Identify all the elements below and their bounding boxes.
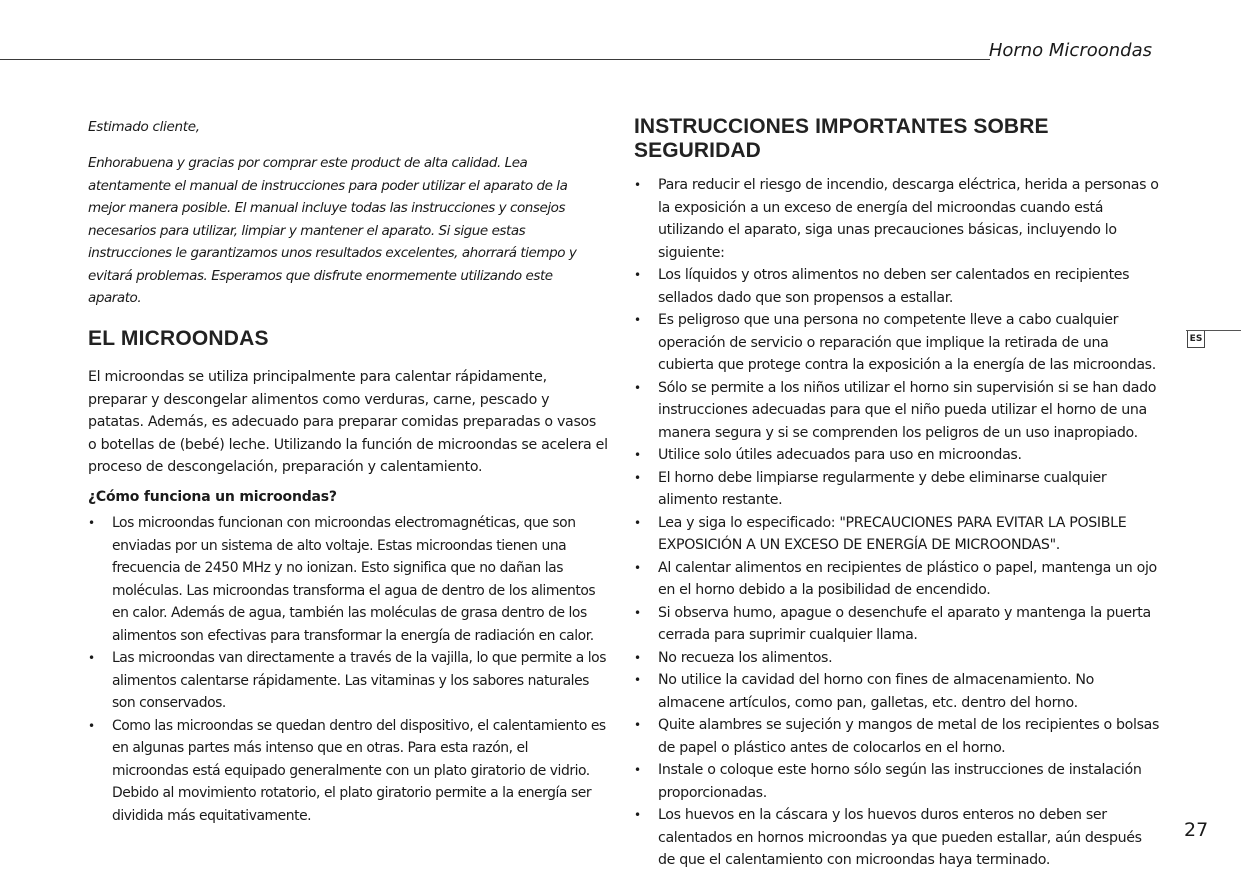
list-item: • Al calentar alimentos en recipientes de plástico o papel, mantenga un ojo en el horno debido a la posibilidad de encendido. xyxy=(634,557,1160,602)
list-item: • Quite alambres se sujeción y mangos de metal de los recipientes o bolsas de papel o plástico antes de colocarlos en el horno. xyxy=(634,714,1160,759)
running-header-title: Horno Microondas xyxy=(988,40,1152,61)
how-it-works-list xyxy=(88,512,608,827)
list-item: • No utilice la cavidad del horno con fines de almacenamiento. No almacene artículos, como pan, galletas, etc. dentro del horno. xyxy=(634,669,1160,714)
list-item: • Si observa humo, apague o desenchufe el aparato y mantenga la puerta cerrada para suprimir cualquier llama. xyxy=(634,602,1160,647)
list-item: • Sólo se permite a los niños utilizar el horno sin supervisión si se han dado instrucciones adecuadas para que el niño pueda utilizar el horno de una manera segura y si se comprenden los peligros de un uso inapropiado. xyxy=(634,377,1160,445)
list-item: • No recueza los alimentos. xyxy=(634,647,1160,670)
list-item: • Utilice solo útiles adecuados para uso en microondas. xyxy=(634,444,1160,467)
list-item: • Como las microondas se quedan dentro del dispositivo, el calentamiento es en algunas partes más intenso que en otras. Para esta razón, el microondas está equipado generalmente con un plato giratorio de vidrio. Debido al movimiento rotatorio, el plato giratorio permite a la energía ser dividida más equitativamente. xyxy=(88,715,608,828)
list-item: • Los microondas funcionan con microondas electromagnéticas, que son enviadas por un sistema de alto voltaje. Estas microondas tienen una frecuencia de 2450 MHz y no ionizan. Esto significa que no dañan las moléculas. Las microondas transforma el agua de dentro de los alimentos en calor. Además de agua, también las moléculas de grasa dentro de los alimentos son efectivas para transformar la energía de radiación en calor. xyxy=(88,512,608,647)
page-number: 27 xyxy=(1184,819,1209,841)
section-heading-safety: INSTRUCCIONES IMPORTANTES SOBRE SEGURIDAD xyxy=(634,115,1049,162)
how-it-works-subheading: ¿Cómo funciona un microondas? xyxy=(88,489,337,505)
list-item: • Instale o coloque este horno sólo según las instrucciones de instalación proporcionadas. xyxy=(634,759,1160,804)
list-item: • El horno debe limpiarse regularmente y debe eliminarse cualquier alimento restante. xyxy=(634,467,1160,512)
header-rule xyxy=(0,59,990,60)
language-tab: ES xyxy=(1187,331,1205,348)
list-item: • Lea y siga lo especificado: "PRECAUCIONES PARA EVITAR LA POSIBLE EXPOSICIÓN A UN EXCESO DE ENERGÍA DE MICROONDAS". xyxy=(634,512,1160,557)
list-item: • Los líquidos y otros alimentos no deben ser calentados en recipientes sellados dado que son propensos a estallar. xyxy=(634,264,1160,309)
list-item: • Para reducir el riesgo de incendio, descarga eléctrica, herida a personas o la exposición a un exceso de energía del microondas cuando está utilizando el aparato, siga unas precauciones básicas, incluyendo lo siguiente: xyxy=(634,174,1160,264)
list-item: • Es peligroso que una persona no competente lleve a cabo cualquier operación de servicio o reparación que implique la retirada de una cubierta que protege contra la exposición a la energía de las microondas. xyxy=(634,309,1160,377)
safety-instructions-list xyxy=(634,174,1160,872)
intro-paragraph: Enhorabuena y gracias por comprar este product de alta calidad. Lea atentamente el manual de instrucciones para poder utilizar el aparato de la mejor manera posible. El manual incluye todas las instrucciones y consejos necesarios para utilizar, limpiar y mantener el aparato. Si sigue estas instrucciones le garantizamos unos resultados excelentes, ahorrará tiempo y evitará problemas. Esperamos que disfrute enormemente utilizando este aparato. xyxy=(88,155,577,306)
microondas-paragraph: El microondas se utiliza principalmente para calentar rápidamente, preparar y descongelar alimentos como verduras, carne, pescado y patatas. Además, es adecuado para preparar comidas preparadas o vasos o botellas de (bebé) leche. Utilizando la función de microondas se acelera el proceso de descongelación, preparación y calentamiento. xyxy=(88,369,608,475)
list-item: • Las microondas van directamente a través de la vajilla, lo que permite a los alimentos calentarse rápidamente. Las vitaminas y los sabores naturales son conservados. xyxy=(88,647,608,715)
salutation: Estimado cliente, xyxy=(88,119,200,135)
section-heading-microondas: EL MICROONDAS xyxy=(88,327,269,350)
list-item: • Los huevos en la cáscara y los huevos duros enteros no deben ser calentados en hornos microondas ya que pueden estallar, aún después de que el calentamiento con microondas haya terminado. xyxy=(634,804,1160,872)
